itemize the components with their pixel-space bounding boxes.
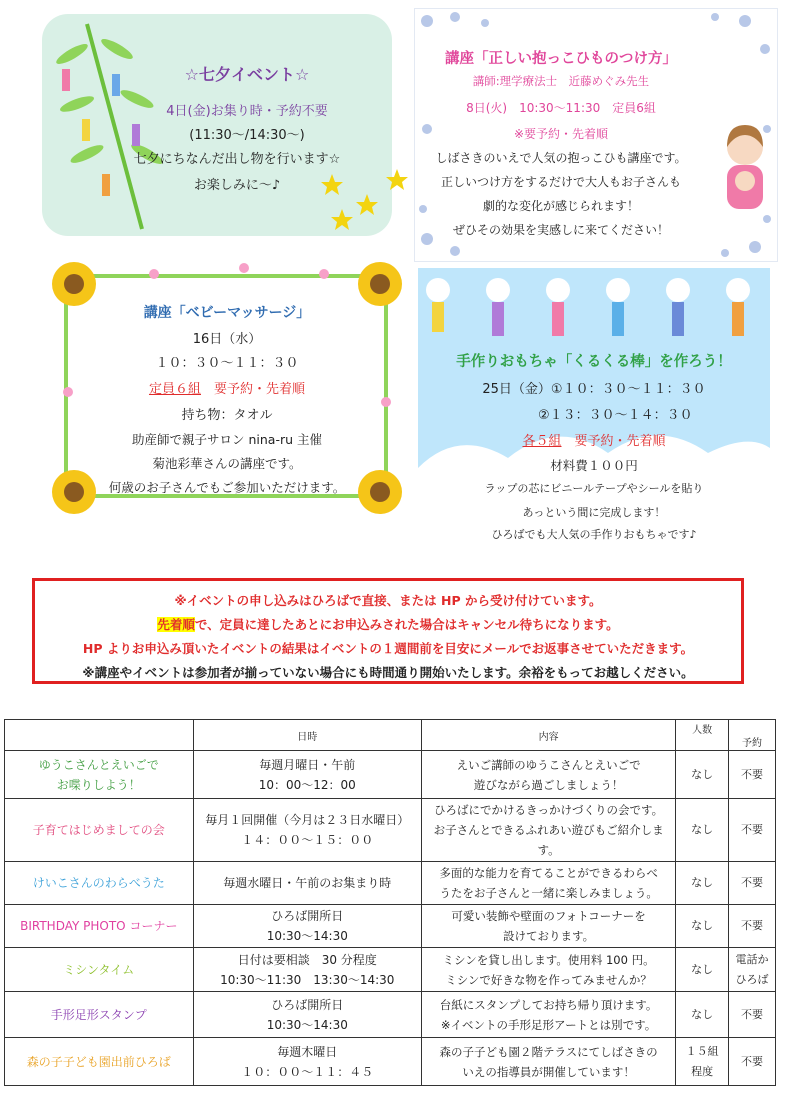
event-name-cell xyxy=(5,1038,194,1086)
event-date-cell-line: １０：００〜１１：４５ xyxy=(241,1064,374,1079)
massage-reserve: 要予約・先着順 xyxy=(201,382,306,397)
event-content-cell-line: 森の子子ども園２階テラスにてしばさきの xyxy=(439,1044,658,1059)
event-reserve-cell-line: 不要 xyxy=(741,919,764,932)
event-content-cell xyxy=(421,905,675,948)
dakko-desc-2: 正しいつけ方をするだけで大人もお子さんも xyxy=(440,175,681,189)
event-date-cell-line: 毎週水曜日・午前のお集まり時 xyxy=(223,876,392,890)
event-num-cell-line: なし xyxy=(691,767,714,781)
event-date-cell xyxy=(193,862,421,905)
event-num-cell xyxy=(676,948,729,992)
event-num-cell xyxy=(676,992,729,1038)
table-header-row xyxy=(5,720,776,751)
event-name-cell-line: 子育てはじめましての会 xyxy=(32,823,165,837)
table-row xyxy=(5,905,776,948)
event-name-cell-line: お喋りしよう！ xyxy=(56,777,141,792)
event-content-cell-line: ミシンで好きな物を作ってみませんか？ xyxy=(445,972,652,987)
event-name-cell xyxy=(5,992,194,1038)
event-num-cell xyxy=(676,799,729,862)
header-num: 人数 xyxy=(676,720,729,751)
event-date-cell-line: １４：００〜１５：００ xyxy=(241,833,374,847)
event-reserve-cell-line: ひろば xyxy=(735,972,769,986)
table-row xyxy=(5,799,776,862)
header-name xyxy=(5,720,194,751)
schedule-table xyxy=(4,719,776,1086)
massage-lecturer: 菊池彩華さんの講座です。 xyxy=(152,456,302,471)
table-row xyxy=(5,1038,776,1086)
tanabata-desc: 七夕にちなんだ出し物を行います☆ xyxy=(133,152,341,167)
event-content-cell-line: ひろばにでかけるきっかけづくりの会です。 xyxy=(434,803,664,817)
event-num-cell-line: なし xyxy=(691,823,714,836)
event-date-cell-line: 10：00〜12：00 xyxy=(258,777,356,792)
event-content-cell xyxy=(421,992,675,1038)
event-date-cell-line: 10:30〜11:30 13:30〜14:30 xyxy=(220,972,395,987)
event-content-cell xyxy=(421,1038,675,1086)
event-num-cell-line: なし xyxy=(691,919,714,932)
toy-desc-2: あっという間に完成します！ xyxy=(522,506,666,519)
event-date-cell xyxy=(193,1038,421,1086)
notice-line-3: HP よりお申込み頂いたイベントの結果はイベントの１週間前を目安にメールでお返事させていただきます。 xyxy=(82,641,694,656)
event-name-cell xyxy=(5,905,194,948)
massage-time: １０：３０〜１１：３０ xyxy=(155,356,299,371)
notice-line-2-rest: で、定員に達したあとにお申込みされた場合はキャンセル待ちになります。 xyxy=(194,617,619,632)
event-date-cell-line: 日付は要相談 30 分程度 xyxy=(237,952,377,967)
event-content-cell-line: ※イベントの手形足形アートとは別です。 xyxy=(440,1017,657,1032)
event-reserve-cell xyxy=(729,862,776,905)
event-name-cell xyxy=(5,948,194,992)
massage-note: 何歳のお子さんでもご参加いただけます。 xyxy=(108,480,346,495)
event-name-cell-line: 手形足形スタンプ xyxy=(50,1007,147,1022)
event-name-cell-line: けいこさんのわらべうた xyxy=(32,876,165,890)
table-row xyxy=(5,751,776,799)
kurukuru-toy-panel xyxy=(418,268,770,546)
event-num-cell xyxy=(676,905,729,948)
table-row xyxy=(5,992,776,1038)
event-reserve-cell-line: 電話か xyxy=(735,952,769,966)
mother-baby-icon xyxy=(715,119,771,219)
event-num-cell-line: 程度 xyxy=(691,1064,714,1078)
tanabata-date: 4日(金)お集り時・予約不要 xyxy=(166,104,328,119)
event-num-cell-line: １５組 xyxy=(685,1044,719,1058)
toy-reserve: 要予約・先着順 xyxy=(561,434,666,449)
event-date-cell-line: ひろば開所日 xyxy=(271,997,344,1012)
dakko-desc-1: しばさきのいえで人気の抱っこひも講座です。 xyxy=(435,151,687,165)
event-date-cell xyxy=(193,751,421,799)
massage-capacity: 定員６組 xyxy=(148,382,201,397)
event-content-cell xyxy=(421,862,675,905)
toy-capacity-line xyxy=(418,430,770,449)
event-name-cell-line: BIRTHDAY PHOTO コーナー xyxy=(20,919,178,933)
tanabata-closing: お楽しみに〜♪ xyxy=(193,178,281,193)
event-num-cell xyxy=(676,751,729,799)
event-date-cell xyxy=(193,905,421,948)
event-content-cell xyxy=(421,751,675,799)
event-name-cell xyxy=(5,751,194,799)
event-reserve-cell xyxy=(729,1038,776,1086)
event-reserve-cell-line: 不要 xyxy=(741,823,764,836)
event-reserve-cell-line: 不要 xyxy=(741,1007,764,1021)
header-date: 日時 xyxy=(193,720,421,751)
toy-capacity: 各５組 xyxy=(522,434,562,449)
massage-title: 講座「ベビーマッサージ」 xyxy=(143,305,311,321)
event-content-cell-line: 多面的な能力を育てることができるわらべ xyxy=(439,866,658,880)
event-content-cell xyxy=(421,948,675,992)
dakko-reserve: ※要予約・先着順 xyxy=(513,127,609,141)
massage-capacity-line xyxy=(44,378,410,397)
event-reserve-cell-line: 不要 xyxy=(741,876,764,889)
event-name-cell xyxy=(5,799,194,862)
event-name-cell-line: ゆうこさんとえいごで xyxy=(38,757,159,772)
notice-line-4: ※講座やイベントは参加者が揃っていない場合にも時間通り開始いたします。余裕をもってお越しください。 xyxy=(82,665,694,680)
event-reserve-cell xyxy=(729,751,776,799)
notice-box xyxy=(32,578,744,684)
event-num-cell-line: なし xyxy=(691,962,714,976)
event-content-cell-line: うたをお子さんと一緒に楽しみましょう。 xyxy=(439,886,658,900)
dakko-himo-panel xyxy=(414,8,778,262)
dakko-datetime: 8日(火) 10:30〜11:30 定員6組 xyxy=(466,101,656,115)
event-num-cell-line: なし xyxy=(691,1007,714,1021)
event-content-cell xyxy=(421,799,675,862)
toy-time-1: 25日（金）①１０：３０〜１１：３０ xyxy=(482,382,706,397)
toy-desc-1: ラップの芯にビニールテープやシールを貼り xyxy=(484,482,704,495)
event-name-cell-line: ミシンタイム xyxy=(63,962,135,977)
event-num-cell-line: なし xyxy=(691,876,714,889)
tanabata-event-panel xyxy=(42,14,392,236)
event-reserve-cell-line: 不要 xyxy=(741,767,764,781)
notice-line-2 xyxy=(35,615,741,633)
header-content: 内容 xyxy=(421,720,675,751)
toy-desc-3: ひろばでも大人気の手作りおもちゃです♪ xyxy=(491,528,697,541)
toy-fee: 材料費１００円 xyxy=(550,458,638,473)
header-reserve: 予約 xyxy=(729,720,776,751)
event-num-cell xyxy=(676,862,729,905)
table-row xyxy=(5,862,776,905)
dakko-lecturer: 講師:理学療法士 近藤めぐみ先生 xyxy=(472,74,650,88)
event-reserve-cell xyxy=(729,799,776,862)
event-content-cell-line: 遊びながら過ごしましょう！ xyxy=(473,777,624,792)
event-reserve-cell xyxy=(729,992,776,1038)
event-content-cell-line: 可愛い装飾や壁面のフォトコーナーを xyxy=(451,909,646,923)
event-num-cell xyxy=(676,1038,729,1086)
event-name-cell-line: 森の子子ども園出前ひろば xyxy=(26,1054,171,1069)
event-date-cell-line: 毎月１回開催（今月は２３日水曜日） xyxy=(205,813,410,827)
notice-line-1: ※イベントの申し込みはひろばで直接、または HP から受け付けています。 xyxy=(174,593,602,608)
event-reserve-cell xyxy=(729,905,776,948)
dakko-title: 講座「正しい抱っこひものつけ方」 xyxy=(445,51,677,67)
massage-date: 16日（水） xyxy=(192,332,262,347)
massage-host: 助産師で親子サロン nina-ru 主催 xyxy=(132,432,322,447)
event-date-cell xyxy=(193,799,421,862)
event-content-cell-line: ミシンを貸し出します。使用料 100 円。 xyxy=(442,952,655,967)
tanabata-time: (11:30〜/14:30〜) xyxy=(189,128,305,143)
event-date-cell xyxy=(193,948,421,992)
event-content-cell-line: お子さんとできるふれあい遊びもご紹介します。 xyxy=(433,823,664,857)
event-content-cell-line: 設けております。 xyxy=(503,929,595,943)
toy-title: 手作りおもちゃ「くるくる棒」を作ろう！ xyxy=(456,354,732,370)
dakko-desc-4: ぜひその効果を実感しに来てください！ xyxy=(452,223,669,237)
toy-time-2: ②１３：３０〜１４：３０ xyxy=(538,408,693,423)
event-date-cell-line: 10:30〜14:30 xyxy=(266,929,348,943)
event-reserve-cell-line: 不要 xyxy=(741,1054,764,1068)
event-reserve-cell xyxy=(729,948,776,992)
baby-massage-panel xyxy=(44,252,410,522)
event-content-cell-line: いえの指導員が開催しています！ xyxy=(462,1064,635,1079)
dakko-desc-3: 劇的な変化が感じられます！ xyxy=(482,199,639,213)
event-content-cell-line: えいご講師のゆうこさんとえいごで xyxy=(456,757,641,772)
event-date-cell-line: ひろば開所日 xyxy=(271,909,344,923)
event-name-cell xyxy=(5,862,194,905)
event-date-cell-line: 10:30〜14:30 xyxy=(266,1017,348,1032)
massage-bring: 持ち物：タオル xyxy=(181,408,273,423)
tanabata-title: ☆七夕イベント☆ xyxy=(184,65,310,84)
table-row xyxy=(5,948,776,992)
event-date-cell-line: 毎週木曜日 xyxy=(277,1044,338,1059)
notice-highlight: 先着順 xyxy=(157,617,195,632)
event-date-cell-line: 毎週月曜日・午前 xyxy=(259,757,356,772)
event-date-cell xyxy=(193,992,421,1038)
event-content-cell-line: 台紙にスタンプしてお持ち帰り頂けます。 xyxy=(439,997,658,1012)
